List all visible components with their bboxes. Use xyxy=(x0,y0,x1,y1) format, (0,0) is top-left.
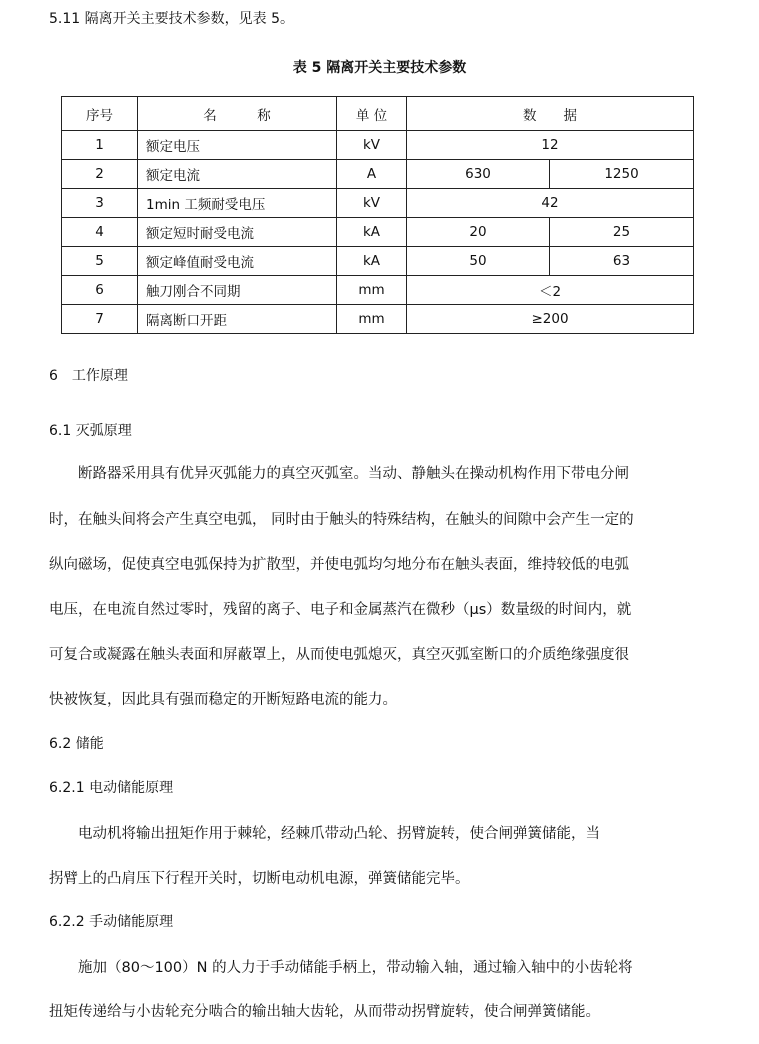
table-header-row xyxy=(62,97,694,131)
header-index: 序号 xyxy=(62,97,138,131)
row-value: ≥200 xyxy=(407,305,694,334)
row-value: 12 xyxy=(407,131,694,160)
row-name: 触刀刚合不同期 xyxy=(138,276,337,305)
paragraph-line: 断路器采用具有优异灭弧能力的真空灭弧室。当动、静触头在操动机构作用下带电分闸 xyxy=(49,466,629,482)
header-unit: 单 位 xyxy=(337,97,407,131)
row-index: 5 xyxy=(62,247,138,276)
row-value: 20 xyxy=(407,218,550,247)
paragraph-line: 电压，在电流自然过零时，残留的离子、电子和金属蒸汽在微秒（μs）数量级的时间内，就 xyxy=(49,602,632,618)
row-unit: kV xyxy=(337,131,407,160)
table-row xyxy=(62,131,694,160)
table-row xyxy=(62,218,694,247)
intro-line: 5.11 隔离开关主要技术参数，见表 5。 xyxy=(49,11,294,27)
table-row xyxy=(62,160,694,189)
row-name: 额定峰值耐受电流 xyxy=(138,247,337,276)
paragraph-line: 可复合或凝露在触头表面和屏蔽罩上，从而使电弧熄灭，真空灭弧室断口的介质绝缘强度很 xyxy=(49,647,629,663)
paragraph-line: 拐臂上的凸肩压下行程开关时，切断电动机电源，弹簧储能完毕。 xyxy=(49,871,470,887)
paragraph-line: 扭矩传递给与小齿轮充分啮合的输出轴大齿轮，从而带动拐臂旋转，使合闸弹簧储能。 xyxy=(49,1004,600,1020)
row-unit: kV xyxy=(337,189,407,218)
paragraph-line: 施加（80～100）N 的人力于手动储能手柄上，带动输入轴，通过输入轴中的小齿轮将 xyxy=(49,960,633,976)
row-index: 2 xyxy=(62,160,138,189)
parameter-table xyxy=(61,96,694,334)
row-name: 额定电压 xyxy=(138,131,337,160)
row-name: 1min 工频耐受电压 xyxy=(138,189,337,218)
row-name: 额定短时耐受电流 xyxy=(138,218,337,247)
table-row xyxy=(62,305,694,334)
row-value: 1250 xyxy=(550,160,694,189)
section-6-2-title: 6.2 储能 xyxy=(49,736,104,752)
table-row xyxy=(62,247,694,276)
row-unit: A xyxy=(337,160,407,189)
header-name: 名 称 xyxy=(138,97,337,131)
row-value: 42 xyxy=(407,189,694,218)
row-value: 630 xyxy=(407,160,550,189)
section-6-2-2-title: 6.2.2 手动储能原理 xyxy=(49,914,174,930)
row-name: 隔离断口开距 xyxy=(138,305,337,334)
row-index: 6 xyxy=(62,276,138,305)
row-index: 1 xyxy=(62,131,138,160)
row-index: 4 xyxy=(62,218,138,247)
row-value: 25 xyxy=(550,218,694,247)
paragraph-line: 快被恢复，因此具有强而稳定的开断短路电流的能力。 xyxy=(49,692,397,708)
table-row xyxy=(62,189,694,218)
header-value: 数 据 xyxy=(407,97,694,131)
section-6-2-1-title: 6.2.1 电动储能原理 xyxy=(49,780,174,796)
row-unit: kA xyxy=(337,218,407,247)
row-index: 3 xyxy=(62,189,138,218)
row-index: 7 xyxy=(62,305,138,334)
section-6-1-title: 6.1 灭弧原理 xyxy=(49,423,132,439)
row-unit: mm xyxy=(337,276,407,305)
paragraph-line: 电动机将输出扭矩作用于棘轮，经棘爪带动凸轮、拐臂旋转，使合闸弹簧储能，当 xyxy=(49,826,600,842)
row-unit: kA xyxy=(337,247,407,276)
paragraph-line: 时，在触头间将会产生真空电弧， 同时由于触头的特殊结构，在触头的间隙中会产生一定的 xyxy=(49,512,634,528)
table-row xyxy=(62,276,694,305)
table-caption: 表 5 隔离开关主要技术参数 xyxy=(292,60,467,76)
row-value: ＜2 xyxy=(407,276,694,305)
section-6-title: 6 工作原理 xyxy=(49,368,128,384)
row-value: 63 xyxy=(550,247,694,276)
row-value: 50 xyxy=(407,247,550,276)
row-name: 额定电流 xyxy=(138,160,337,189)
paragraph-line: 纵向磁场，促使真空电弧保持为扩散型，并使电弧均匀地分布在触头表面，维持较低的电弧 xyxy=(49,557,629,573)
row-unit: mm xyxy=(337,305,407,334)
